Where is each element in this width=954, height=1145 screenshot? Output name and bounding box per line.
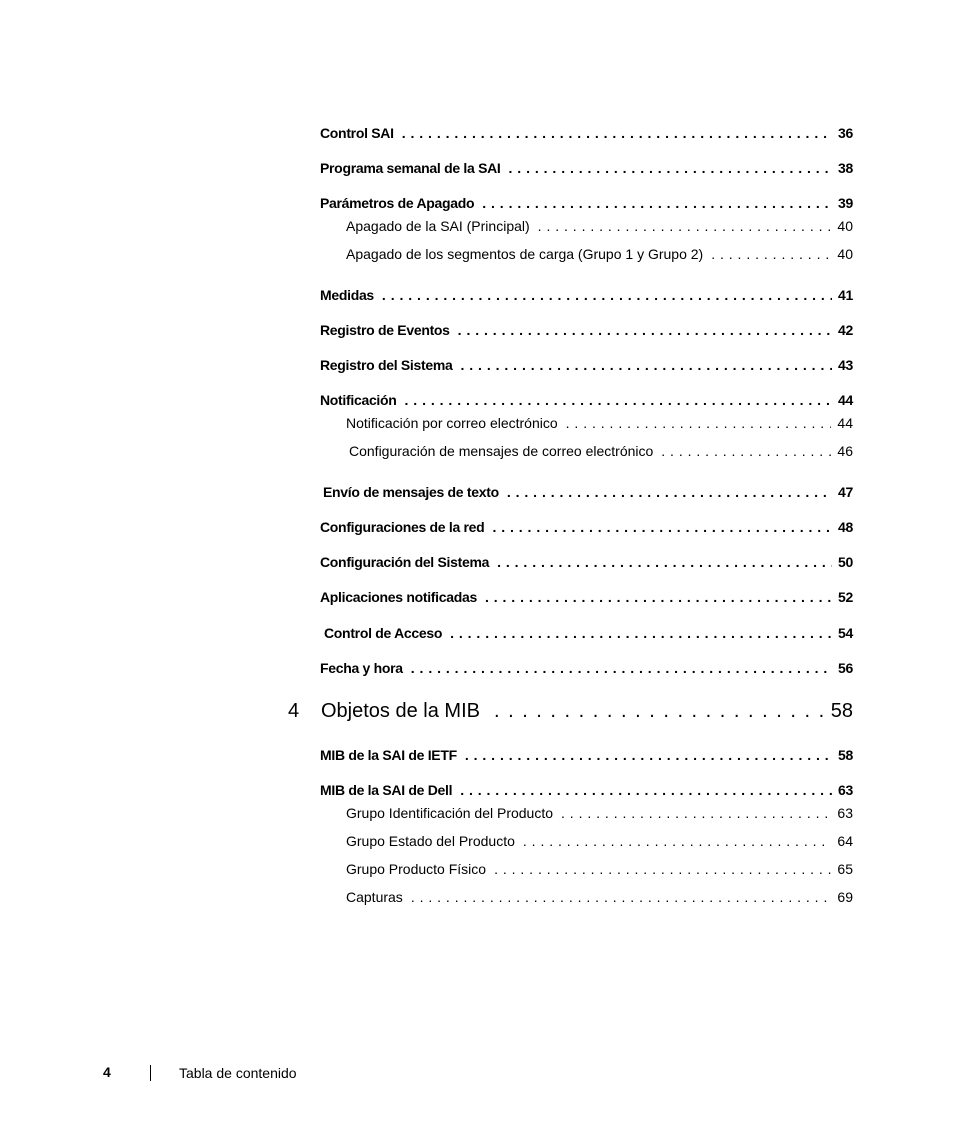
toc-entry[interactable] [320, 747, 853, 763]
dot-leader [497, 554, 832, 570]
dot-leader [509, 160, 833, 176]
toc-entry-title: Apagado de la SAI (Principal) [346, 218, 530, 234]
toc-entry[interactable] [320, 782, 853, 798]
chapter-page-number: 58 [830, 700, 853, 722]
dot-leader [507, 484, 832, 500]
toc-entry-title: Grupo Estado del Producto [346, 833, 515, 849]
toc-page-number: 56 [838, 660, 853, 676]
toc-subentry[interactable] [346, 805, 853, 821]
toc-page-number: 63 [837, 805, 853, 821]
dot-leader [405, 392, 832, 408]
toc-page-number: 40 [837, 246, 853, 262]
toc-entry[interactable] [320, 519, 853, 535]
footer-page-number: 4 [103, 1064, 111, 1080]
toc-entry-title: Apagado de los segmentos de carga (Grupo 1 y Grupo 2) [346, 246, 704, 262]
dot-leader [711, 246, 831, 262]
toc-entry-title: Notificación [320, 392, 397, 408]
toc-subentry[interactable] [346, 861, 853, 877]
footer-divider [150, 1065, 151, 1081]
toc-page-number: 47 [838, 484, 853, 500]
toc-entry-title: Configuración de mensajes de correo electrónico [349, 443, 654, 459]
dot-leader [485, 589, 832, 605]
toc-page-number: 48 [838, 519, 853, 535]
toc-subentry[interactable] [346, 833, 853, 849]
dot-leader [494, 861, 831, 877]
toc-page-number: 52 [838, 589, 853, 605]
toc-entry[interactable] [320, 287, 853, 303]
toc-entry-title: Aplicaciones notificadas [320, 589, 477, 605]
toc-entry-title: Grupo Producto Físico [346, 861, 487, 877]
toc-entry-title: Configuraciones de la red [320, 519, 485, 535]
toc-page-number: 41 [838, 287, 853, 303]
toc-page-number: 40 [837, 218, 853, 234]
toc-subentry[interactable] [346, 246, 853, 262]
toc-entry-title: Notificación por correo electrónico [346, 415, 558, 431]
dot-leader [382, 287, 832, 303]
toc-entry-title: Envío de mensajes de texto [323, 484, 499, 500]
dot-leader [461, 357, 833, 373]
toc-page-number: 36 [838, 125, 853, 141]
dot-leader [411, 660, 832, 676]
dot-leader [465, 747, 832, 763]
toc-page-number: 44 [837, 415, 853, 431]
toc-entry[interactable] [320, 589, 853, 605]
dot-leader [566, 415, 832, 431]
toc-entry[interactable] [320, 660, 853, 676]
footer-section-title: Tabla de contenido [179, 1065, 297, 1081]
toc-subentry[interactable] [346, 218, 853, 234]
toc-entry-title: Configuración del Sistema [320, 554, 490, 570]
toc-page-number: 46 [837, 443, 853, 459]
toc-entry-title: Fecha y hora [320, 660, 403, 676]
toc-entry-title: Control de Acceso [324, 625, 443, 641]
toc-page-number: 39 [838, 195, 853, 211]
toc-page-number: 54 [838, 625, 853, 641]
toc-subentry[interactable] [346, 415, 853, 431]
toc-entry[interactable] [320, 160, 853, 176]
toc-page-number: 69 [837, 889, 853, 905]
toc-entry-title: Programa semanal de la SAI [320, 160, 501, 176]
toc-entry-title: Parámetros de Apagado [320, 195, 475, 211]
toc-entry[interactable] [320, 357, 853, 373]
toc-entry[interactable] [320, 554, 853, 570]
toc-entry[interactable] [320, 392, 853, 408]
toc-entry[interactable] [323, 484, 853, 500]
dot-leader [402, 125, 832, 141]
dot-leader [458, 322, 832, 338]
toc-page-number: 58 [838, 747, 853, 763]
toc-chapter[interactable] [288, 700, 853, 723]
toc-entry-title: Capturas [346, 889, 403, 905]
dot-leader [494, 700, 825, 723]
dot-leader [460, 782, 832, 798]
dot-leader [492, 519, 832, 535]
toc-page-number: 63 [838, 782, 853, 798]
toc-entry[interactable] [320, 195, 853, 211]
dot-leader [482, 195, 832, 211]
chapter-title: Objetos de la MIB [321, 700, 480, 722]
dot-leader [661, 443, 831, 459]
toc-entry-title: Control SAI [320, 125, 394, 141]
toc-entry-title: Registro de Eventos [320, 322, 450, 338]
toc-subentry[interactable] [349, 443, 853, 459]
dot-leader [411, 889, 832, 905]
toc-entry[interactable] [320, 125, 853, 141]
toc-entry-title: Medidas [320, 287, 374, 303]
dot-leader [523, 833, 832, 849]
toc-entry[interactable] [324, 625, 853, 641]
toc-page-number: 42 [838, 322, 853, 338]
toc-page-number: 38 [838, 160, 853, 176]
toc-page-number: 50 [838, 554, 853, 570]
dot-leader [561, 805, 831, 821]
toc-entry[interactable] [320, 322, 853, 338]
dot-leader [538, 218, 832, 234]
toc-page-number: 64 [837, 833, 853, 849]
toc-entry-title: Registro del Sistema [320, 357, 453, 373]
dot-leader [450, 625, 832, 641]
toc-subentry[interactable] [346, 889, 853, 905]
toc-entry-title: Grupo Identificación del Producto [346, 805, 554, 821]
toc-entry-title: MIB de la SAI de Dell [320, 782, 453, 798]
toc-entry-title: MIB de la SAI de IETF [320, 747, 457, 763]
chapter-number: 4 [288, 700, 300, 722]
toc-page-number: 43 [838, 357, 853, 373]
toc-page-number: 44 [838, 392, 853, 408]
toc-page-number: 65 [837, 861, 853, 877]
